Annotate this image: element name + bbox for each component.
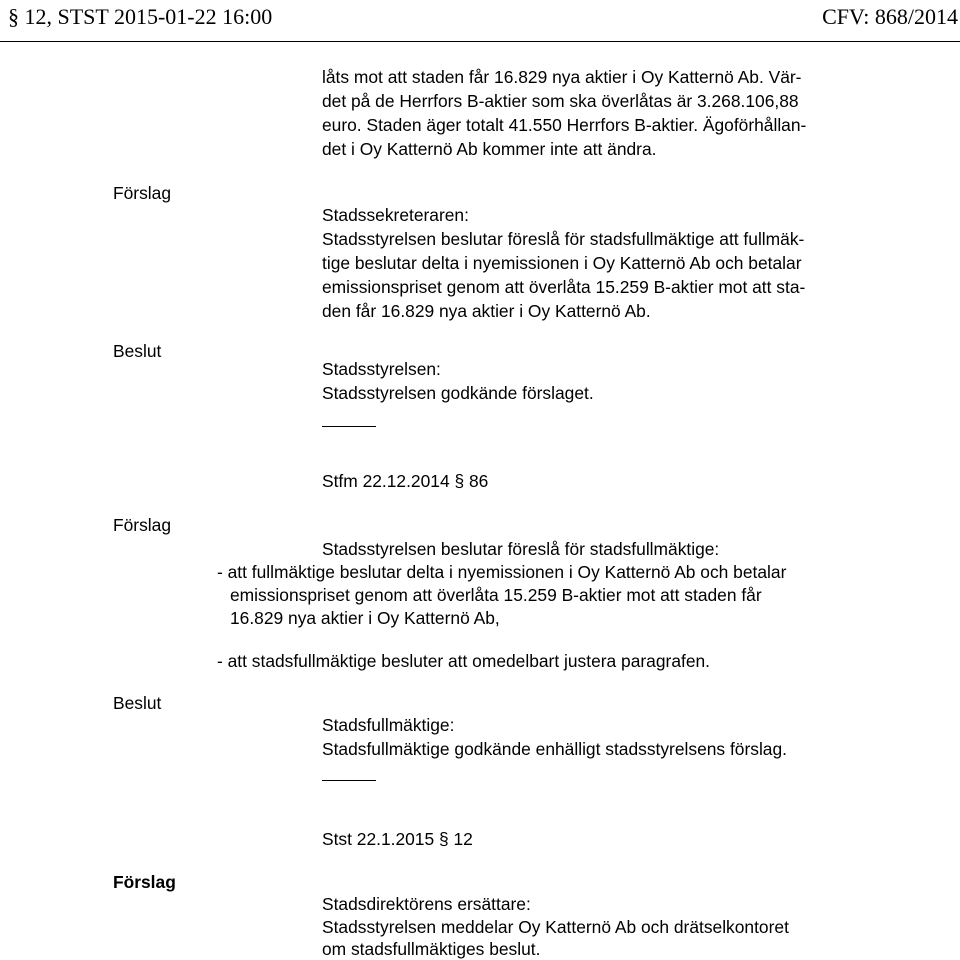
proposal-line: om stadsfullmäktiges beslut. xyxy=(322,939,541,959)
decision-text: Stadsstyrelsen godkände förslaget. xyxy=(322,383,594,403)
forslag-label: Förslag xyxy=(113,183,171,203)
decider-label: Stadsstyrelsen: xyxy=(322,359,441,379)
bullet-line: emissionspriset genom att överlåta 15.259 B-aktier mot att staden får xyxy=(230,585,762,605)
proposal-intro: Stadsstyrelsen beslutar föreslå för stadsfullmäktige: xyxy=(322,539,720,559)
proposal-line: Stadsstyrelsen beslutar föreslå för stadsfullmäktige att fullmäk- xyxy=(322,229,805,249)
section-end-rule xyxy=(322,780,376,781)
beslut-label: Beslut xyxy=(113,341,162,361)
proposer-label: Stadssekreteraren: xyxy=(322,205,469,225)
forslag-label: Förslag xyxy=(113,872,176,892)
intro-line: euro. Staden äger totalt 41.550 Herrfors B-aktier. Ägoförhållan- xyxy=(322,115,807,135)
forslag-label: Förslag xyxy=(113,515,171,535)
header-divider xyxy=(0,41,960,42)
header-section-ref: § 12, STST 2015-01-22 16:00 xyxy=(8,4,273,29)
proposal-line: den får 16.829 nya aktier i Oy Katternö Ab. xyxy=(322,301,651,321)
intro-line: det på de Herrfors B-aktier som ska överlåtas är 3.268.106,88 xyxy=(322,91,799,111)
decision-text: Stadsfullmäktige godkände enhälligt stadsstyrelsens förslag. xyxy=(322,739,787,759)
proposal-line: tige beslutar delta i nyemissionen i Oy Katternö Ab och betalar xyxy=(322,253,802,273)
bullet-line: 16.829 nya aktier i Oy Katternö Ab, xyxy=(230,608,500,628)
beslut-label: Beslut xyxy=(113,693,162,713)
bullet-line: - att stadsfullmäktige besluter att omedelbart justera paragrafen. xyxy=(217,651,710,671)
proposal-line: Stadsstyrelsen meddelar Oy Katternö Ab och drätselkontoret xyxy=(322,917,789,937)
proposer-label: Stadsdirektörens ersättare: xyxy=(322,894,531,914)
header-case-number: CFV: 868/2014 xyxy=(822,4,958,29)
page-header xyxy=(0,4,960,34)
bullet-line: - att fullmäktige beslutar delta i nyemissionen i Oy Katternö Ab och betalar xyxy=(217,562,787,582)
meeting-reference: Stst 22.1.2015 § 12 xyxy=(322,829,473,849)
intro-line: låts mot att staden får 16.829 nya aktier i Oy Katternö Ab. Vär- xyxy=(322,67,802,87)
proposal-line: emissionspriset genom att överlåta 15.259 B-aktier mot att sta- xyxy=(322,277,806,297)
intro-line: det i Oy Katternö Ab kommer inte att ändra. xyxy=(322,139,657,159)
section-end-rule xyxy=(322,426,376,427)
decider-label: Stadsfullmäktige: xyxy=(322,715,455,735)
meeting-reference: Stfm 22.12.2014 § 86 xyxy=(322,471,489,491)
